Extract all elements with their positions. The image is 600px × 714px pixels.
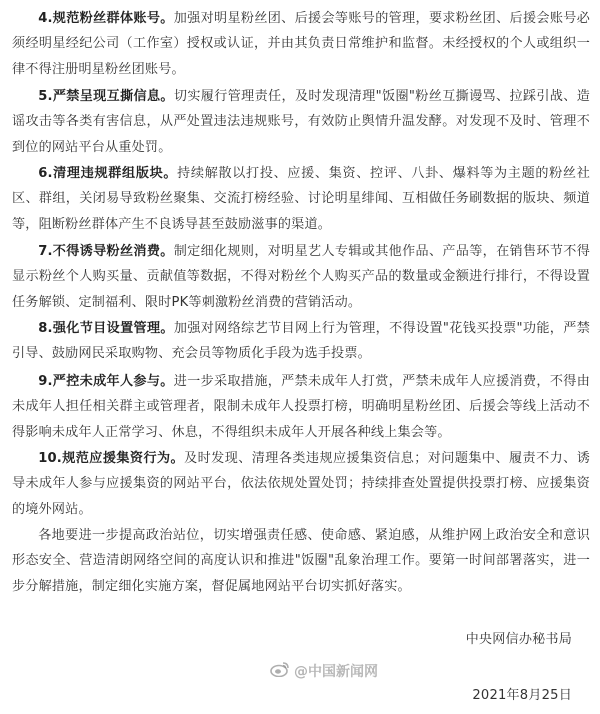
- section-heading: 5.严禁呈现互撕信息。: [38, 89, 174, 104]
- section-9: [12, 369, 590, 445]
- section-body: 及时发现、清理各类违规应援集资信息；对问题集中、履责不力、诱导未成年人参与应援集资的网站平台，依法依规处置处罚；持续排查处置提供投票打榜、应援集资的境外网站。: [12, 451, 590, 517]
- section-5: [12, 84, 590, 160]
- section-4: [12, 6, 590, 82]
- section-heading: 4.规范粉丝群体账号。: [38, 11, 174, 26]
- section-6: [12, 161, 590, 237]
- section-body: 加强对明星粉丝团、后援会等账号的管理，要求粉丝团、后援会账号必须经明星经纪公司（工作室）授权或认证，并由其负责日常维护和监督。未经授权的个人或组织一律不得注册明星粉丝团账号。: [12, 11, 590, 77]
- watermark-text: @中国新闻网: [294, 664, 378, 680]
- section-body: 进一步采取措施，严禁未成年人打赏，严禁未成年人应援消费，不得由未成年人担任相关群主或管理者，限制未成年人投票打榜，明确明星粉丝团、后援会等线上活动不得影响未成年人正常学习、休息，不得组织未成年人开展各种线上集会等。: [12, 374, 590, 440]
- section-heading: 8.强化节目设置管理。: [38, 321, 174, 336]
- section-7: [12, 239, 590, 315]
- section-body: 切实履行管理责任，及时发现清理"饭圈"粉丝互撕谩骂、拉踩引战、造谣攻击等各类有害信息，从严处置违法违规账号，有效防止舆情升温发酵。对发现不及时、管理不到位的网站平台从重处罚。: [12, 89, 590, 155]
- section-heading: 7.不得诱导粉丝消费。: [38, 244, 174, 259]
- section-body: 加强对网络综艺节目网上行为管理，不得设置"花钱买投票"功能，严禁引导、鼓励网民采取购物、充会员等物质化手段为选手投票。: [12, 321, 590, 362]
- watermark: [270, 659, 378, 683]
- section-heading: 6.清理违规群组版块。: [38, 166, 178, 181]
- section-heading: 10.规范应援集资行为。: [38, 451, 185, 466]
- section-8: [12, 316, 590, 367]
- section-10: [12, 446, 590, 522]
- section-body: 持续解散以打投、应援、集资、控评、八卦、爆料等为主题的粉丝社区、群组，关闭易导致粉丝聚集、交流打榜经验、讨论明星绯闻、互相做任务刷数据的版块、频道等，阻断粉丝群体产生不良诱导甚至鼓励滋事的渠道。: [12, 166, 590, 232]
- weibo-icon: [270, 661, 294, 681]
- section-body: 制定细化规则，对明星艺人专辑或其他作品、产品等，在销售环节不得显示粉丝个人购买量、贡献值等数据，不得对粉丝个人购买产品的数量或金额进行排行，不得设置任务解锁、定制福利、限时PK等刺激粉丝消费的营销活动。: [12, 244, 590, 310]
- signer: 中央网信办秘书局: [465, 632, 572, 647]
- section-heading: 9.严控未成年人参与。: [38, 374, 174, 389]
- issue-date: 2021年8月25日: [472, 688, 572, 703]
- closing-paragraph: 各地要进一步提高政治站位，切实增强责任感、使命感、紧迫感，从维护网上政治安全和意识形态安全、营造清朗网络空间的高度认识和推进"饭圈"乱象治理工作。要第一时间部署落实，进一步分解措施，制定细化实施方案，督促属地网站平台切实抓好落实。: [12, 528, 590, 594]
